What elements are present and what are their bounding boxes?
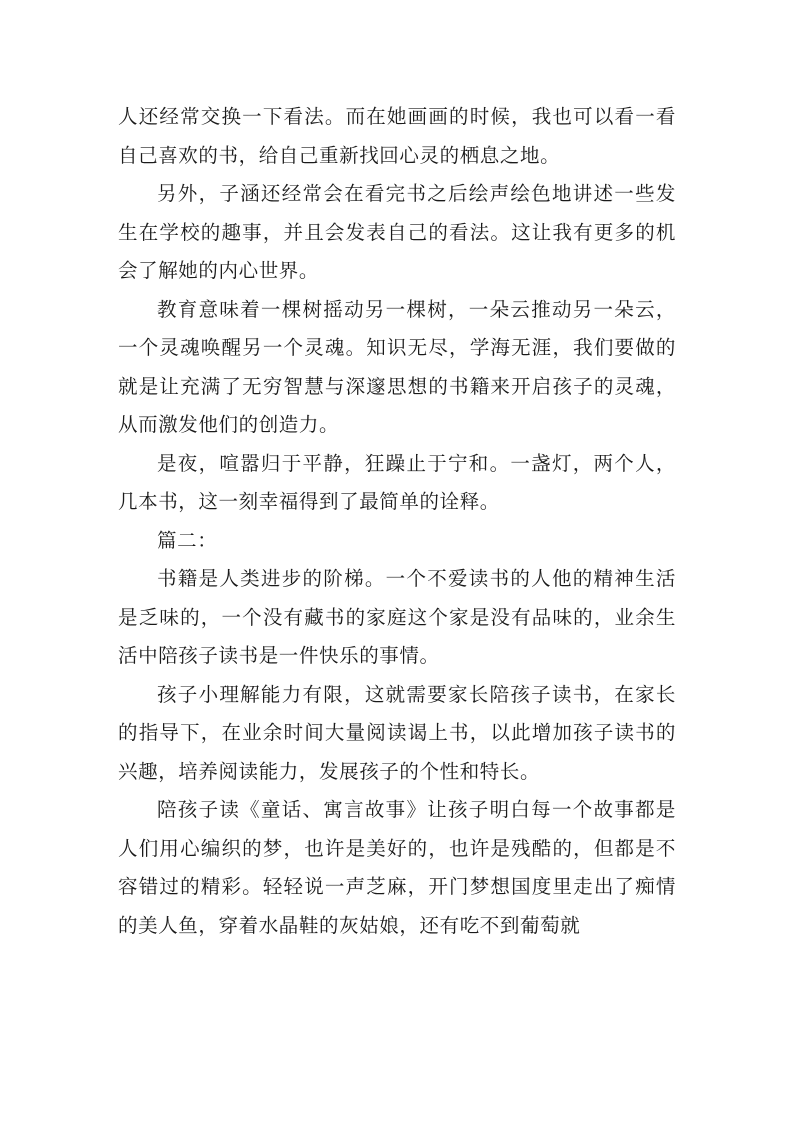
paragraph: 是夜，喧嚣归于平静，狂躁止于宁和。一盏灯，两个人，几本书，这一刻幸福得到了最简单的诠释。	[118, 451, 676, 513]
section-heading: 篇二：	[157, 528, 218, 552]
document-body	[118, 98, 676, 945]
paragraph: 教育意味着一棵树摇动另一棵树，一朵云推动另一朵云，一个灵魂唤醒另一个灵魂。知识无尽，学海无涯，我们要做的就是让充满了无穷智慧与深邃思想的书籍来开启孩子的灵魂，从而激发他们的创造力。	[118, 297, 676, 436]
paragraph: 陪孩子读《童话、寓言故事》让孩子明白每一个故事都是人们用心编织的梦，也许是美好的，也许是残酷的，但都是不容错过的精彩。轻轻说一声芝麻，开门梦想国度里走出了痴情的美人鱼，穿着水晶鞋的灰姑娘，还有吃不到葡萄就	[118, 798, 676, 937]
paragraph: 孩子小理解能力有限，这就需要家长陪孩子读书，在家长的指导下，在业余时间大量阅读谒上书，以此增加孩子读书的兴趣，培养阅读能力，发展孩子的个性和特长。	[118, 682, 676, 783]
paragraph: 另外，子涵还经常会在看完书之后绘声绘色地讲述一些发生在学校的趣事，并且会发表自己的看法。这让我有更多的机会了解她的内心世界。	[118, 182, 676, 282]
paragraph-continued: 人还经常交换一下看法。而在她画画的时候，我也可以看一看自己喜欢的书，给自己重新找回心灵的栖息之地。	[118, 105, 676, 167]
paragraph: 书籍是人类进步的阶梯。一个不爱读书的人他的精神生活是乏味的，一个没有藏书的家庭这个家是没有品味的，业余生活中陪孩子读书是一件快乐的事情。	[118, 567, 676, 667]
